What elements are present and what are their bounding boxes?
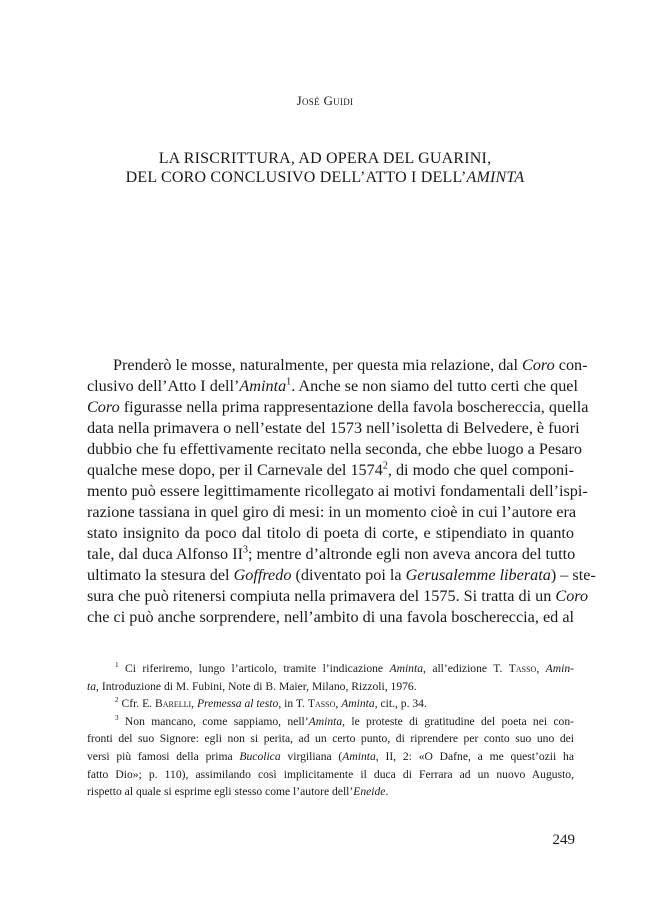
- footnote-3-cont: rispetto al quale si esprime egli stesso come l’autore dell’Eneide.: [87, 785, 389, 799]
- body-line: ultimato la stesura del Goffredo (diventato poi la Gerusalemme liberata) – ste-: [87, 566, 596, 584]
- footnote-3: $^3$ Non mancano, come sappiamo, nell’Aminta, le proteste di gratitudine del poeta nei con-: [115, 713, 575, 728]
- footnote-ref: 1: [286, 376, 292, 388]
- footnote-ref: 3: [242, 544, 248, 556]
- title-line-1: LA RISCRITTURA, AD OPERA DEL GUARINI,: [158, 150, 492, 167]
- body-line: stato insignito da poco dal titolo di poeta di corte, e stipendiato in quanto: [87, 524, 574, 542]
- body-line: che ci può anche sorprendere, nell’ambito di una favola boschereccia, ed al: [87, 608, 574, 626]
- author-name: José Guidi: [296, 93, 354, 108]
- body-line: qualche mese dopo, per il Carnevale del 1574$^2$, di modo che quel componi-: [87, 460, 574, 479]
- body-line: clusivo dell’Atto I dell’Aminta$^1$. Anche se non siamo del tutto certi che quel: [87, 376, 578, 395]
- footnote-1-cont: ta, Introduzione di M. Fubini, Note di B. Maier, Milano, Rizzoli, 1976.: [87, 679, 417, 693]
- page-number: 249: [552, 832, 575, 848]
- footnotes: [87, 660, 574, 801]
- body-line: razione tassiana in quel giro di mesi: in un momento cioè in cui l’autore era: [87, 503, 577, 521]
- title-line-2: DEL CORO CONCLUSIVO DELL’ATTO I DELL’AMINTA: [125, 169, 525, 186]
- body-line: data nella primavera o nell’estate del 1573 nell’isoletta di Belvedere, è fuori: [87, 419, 580, 437]
- footnote-1: $^1$ Ci riferiremo, lungo l’articolo, tramite l’indicazione Aminta, all’edizione T. Tasso, Amin-: [115, 661, 574, 675]
- body-paragraph: [87, 355, 596, 628]
- body-line: sura che può ritenersi compiuta nella primavera del 1575. Si tratta di un Coro: [87, 587, 589, 605]
- footnote-3-cont: fronti del suo Signore: egli non si perita, ad un certo punto, di riprendere per conto suo uno dei: [87, 732, 574, 746]
- footnote-3-cont: versi più famosi della prima Bucolica virgiliana (Aminta, II, 2: «O Dafne, a me quest’ozii ha: [87, 749, 574, 763]
- footnote-3-cont: fatto Dio»; p. 110), assimilando così implicitamente il duca di Ferrara ad un nuovo Augusto,: [87, 767, 574, 781]
- body-line: Coro figurasse nella prima rappresentazione della favola boschereccia, quella: [87, 398, 589, 416]
- body-line: tale, dal duca Alfonso $II^3$; mentre d’altronde egli non aveva ancora del tutto: [87, 544, 576, 563]
- body-line: mento può essere legittimamente ricollegato ai motivi fondamentali dell’ispi-: [87, 482, 588, 500]
- body-line: dubbio che fu effettivamente recitato nella seconda, che ebbe luogo a Pesaro: [87, 440, 583, 458]
- body-line: Prenderò le mosse, naturalmente, per questa mia relazione, dal Coro con-: [113, 356, 588, 374]
- footnote-2: $^2$ Cfr. E. Barelli, Premessa al testo, in T. Tasso, Aminta, cit., p. 34.: [115, 696, 427, 711]
- footnote-ref: 2: [382, 460, 388, 472]
- article-title: [60, 149, 590, 187]
